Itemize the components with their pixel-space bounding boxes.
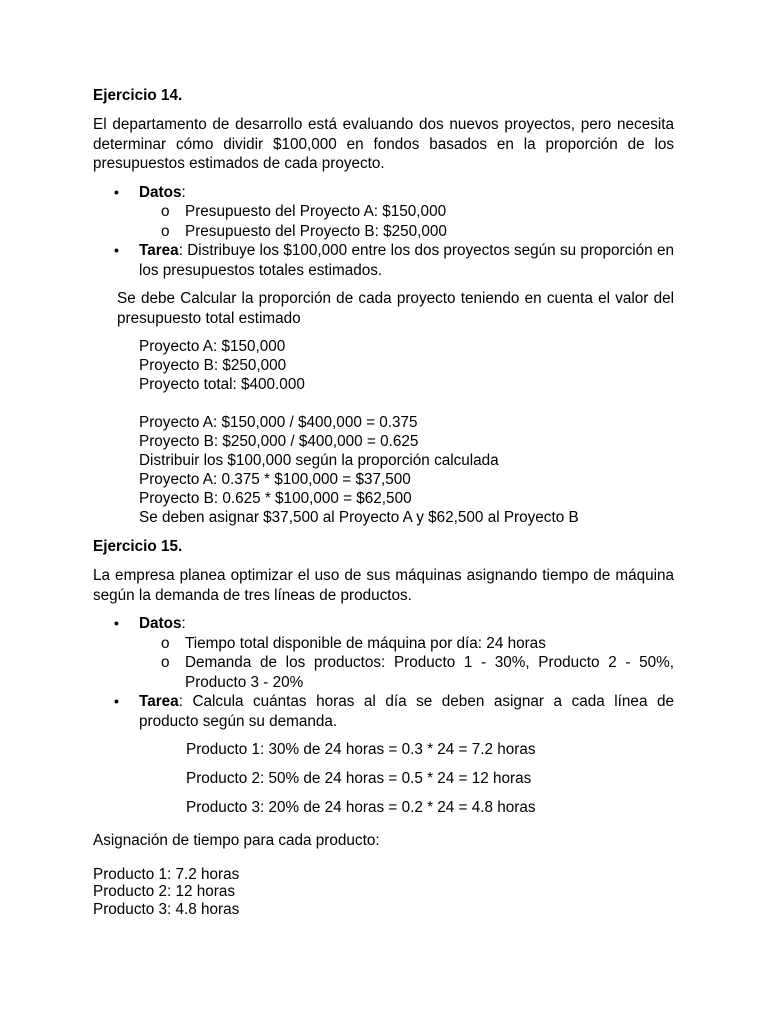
sub-list-item	[93, 202, 674, 222]
bullet-icon: •	[114, 183, 119, 200]
budget-block	[93, 337, 674, 527]
text-line: Proyecto B: 0.625 * $100,000 = $62,500	[139, 490, 412, 507]
summary-line: Producto 1: 7.2 horas	[93, 865, 240, 883]
exercise-14-intro: El departamento de desarrollo está evaluando dos nuevos proyectos, pero necesita determinar cómo dividir $100,000 en fondos basados en la proporción de los presupuestos estimados de cada proyecto.	[93, 116, 674, 172]
summary-block	[93, 866, 674, 919]
sub-list-item	[93, 653, 674, 692]
text-line: Proyecto B: $250,000 / $400,000 = 0.625	[139, 433, 419, 450]
bullet-icon: •	[114, 693, 119, 709]
calc-line: Producto 2: 50% de 24 horas = 0.5 * 24 = 12 horas	[186, 770, 532, 787]
summary-line: Producto 3: 4.8 horas	[93, 900, 240, 918]
exercise-14-title: Ejercicio 14.	[93, 87, 183, 104]
sub-bullet-icon: o	[161, 222, 170, 240]
tarea-label: Tarea	[139, 242, 179, 259]
sub-bullet-icon: o	[161, 634, 170, 652]
text-line: Proyecto A: $150,000 / $400,000 = 0.375	[139, 414, 418, 431]
calc-line: Producto 3: 20% de 24 horas = 0.2 * 24 = 4.8 horas	[186, 799, 536, 816]
text-line: Distribuir los $100,000 según la proporción calculada	[139, 452, 499, 469]
tarea-text: : Distribuye los $100,000 entre los dos proyectos según su proporción en los presupuestos totales estimados.	[139, 242, 674, 279]
datos-item	[93, 183, 674, 242]
text-line: Proyecto A: $150,000	[139, 338, 286, 355]
bullet-icon: •	[114, 242, 119, 258]
exercise-15-title: Ejercicio 15.	[93, 538, 183, 555]
sub-list-text: Demanda de los productos: Producto 1 - 30%, Producto 2 - 50%, Producto 3 - 20%	[185, 654, 674, 691]
exercise-15-intro: La empresa planea optimizar el uso de sus máquinas asignando tiempo de máquina según la demanda de tres líneas de productos.	[93, 567, 674, 604]
colon: :	[181, 615, 186, 632]
exercise-14-bullets	[93, 183, 674, 281]
exercise-15-bullets	[93, 614, 674, 731]
text-line: Proyecto total: $400.000	[139, 376, 305, 393]
sub-bullet-icon: o	[161, 203, 170, 220]
sub-list-text: Tiempo total disponible de máquina por día: 24 horas	[185, 634, 546, 652]
datos-label: Datos	[139, 183, 182, 201]
tarea-text: : Calcula cuántas horas al día se deben asignar a cada línea de producto según su demanda.	[139, 693, 674, 730]
summary-title: Asignación de tiempo para cada producto:	[93, 832, 380, 849]
calc-line: Producto 1: 30% de 24 horas = 0.3 * 24 = 7.2 horas	[186, 741, 536, 758]
summary-line: Producto 2: 12 horas	[93, 883, 236, 900]
sub-list-text: Presupuesto del Proyecto A: $150,000	[185, 203, 447, 220]
datos-sublist	[139, 634, 674, 693]
exercise-14-explanation: Se debe Calcular la proporción de cada proyecto teniendo en cuenta el valor del presupuesto total estimado	[117, 290, 674, 327]
text-line: Proyecto A: 0.375 * $100,000 = $37,500	[139, 471, 411, 488]
tarea-item	[93, 241, 674, 280]
datos-sublist	[139, 202, 674, 241]
colon: :	[181, 183, 186, 201]
datos-item	[93, 614, 674, 692]
hours-calculations	[93, 740, 674, 827]
text-line: Se deben asignar $37,500 al Proyecto A y $62,500 al Proyecto B	[139, 509, 579, 526]
bullet-icon: •	[114, 615, 119, 631]
sub-list-item	[93, 634, 674, 654]
sub-list-text: Presupuesto del Proyecto B: $250,000	[185, 222, 447, 240]
sub-bullet-icon: o	[161, 654, 170, 671]
text-line: Proyecto B: $250,000	[139, 357, 287, 374]
datos-label: Datos	[139, 615, 182, 632]
document-body	[93, 86, 674, 918]
tarea-item	[93, 692, 674, 731]
tarea-label: Tarea	[139, 693, 179, 710]
sub-list-item	[93, 222, 674, 242]
